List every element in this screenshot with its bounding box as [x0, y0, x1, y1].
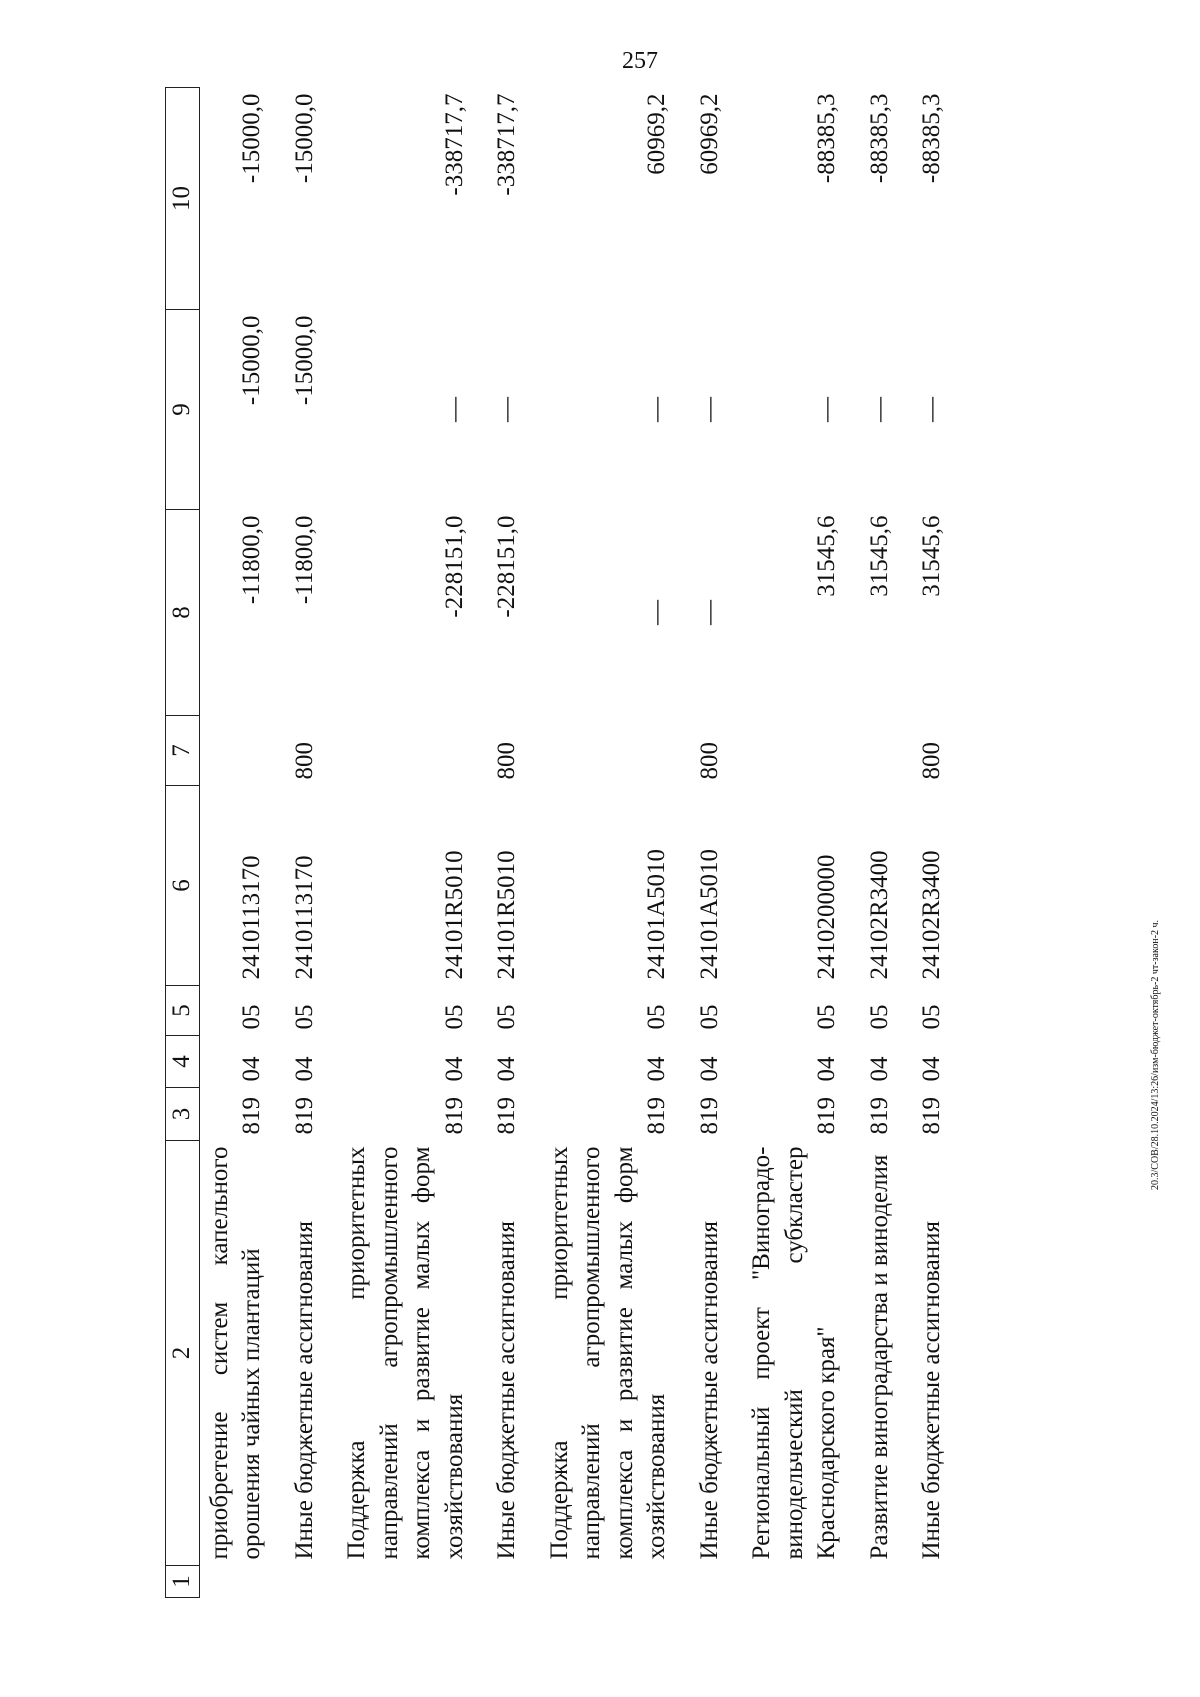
cell-c6: 24101A5010 [695, 848, 723, 980]
header-cell: 6 [166, 786, 200, 986]
cell-c7: 800 [695, 742, 723, 780]
row-description: Развитие виноградарства и виноделия [865, 1154, 893, 1560]
table-row [269, 88, 322, 1598]
header-cell: 7 [166, 716, 200, 786]
header-cell: 2 [166, 1141, 200, 1566]
row-number-cell [199, 1566, 269, 1598]
row-number-cell [471, 1566, 524, 1598]
cell-c3: 819 [290, 1097, 318, 1135]
header-cell: 4 [166, 1036, 200, 1088]
cell-c10: 60969,2 [695, 93, 723, 175]
cell-c5: 05 [493, 1004, 520, 1030]
cell-c3: 819 [493, 1097, 520, 1135]
table-row [471, 88, 524, 1598]
cell-c5: 05 [290, 1004, 318, 1030]
cell-c4: 04 [695, 1056, 723, 1082]
budget-table-rotated [165, 88, 1070, 1598]
cell-c8: -228151,0 [440, 515, 468, 618]
cell-c7 [524, 716, 674, 786]
table-row [199, 88, 269, 1598]
cell-c10: -88385,3 [813, 93, 840, 184]
row-number-cell [844, 1566, 897, 1598]
header-row [166, 88, 200, 1598]
table-row [726, 88, 844, 1598]
cell-c3: 819 [918, 1097, 945, 1135]
cell-c3: 819 [695, 1097, 723, 1135]
cell-c6: 2410113170 [238, 855, 265, 980]
cell-c5: 05 [643, 1004, 670, 1030]
row-number-cell [726, 1566, 844, 1598]
cell-c6: 24101R5010 [440, 850, 468, 980]
cell-c8: — [643, 600, 670, 625]
cell-c3: 819 [643, 1097, 670, 1135]
row-description: Региональный проект "Виноградо-винодельческий субкластер Краснодарского края" [748, 1146, 840, 1560]
cell-c9: — [695, 397, 723, 422]
cell-c5: 05 [813, 1004, 840, 1030]
cell-c5: 05 [440, 1004, 468, 1030]
row-description: приобретение систем капельного орошения чайных плантаций [205, 1146, 265, 1560]
cell-c3: 819 [238, 1097, 265, 1135]
cell-c5: 05 [238, 1004, 265, 1030]
cell-c3: 819 [440, 1097, 468, 1135]
row-description: Поддержка приоритетных направлений агропромышленного комплекса и развитие малых форм хозяйствования [545, 1146, 670, 1560]
cell-c4: 04 [493, 1056, 520, 1082]
header-cell: 9 [166, 310, 200, 510]
cell-c3: 819 [865, 1097, 893, 1135]
cell-c4: 04 [865, 1056, 893, 1082]
cell-c9: — [493, 397, 520, 422]
cell-c4: 04 [440, 1056, 468, 1082]
footer-note: 20.3/СОВ/28.10.2024/13:26/изм-бюджет-октябрь-2 чт-закон-2 ч. [1150, 919, 1161, 1190]
cell-c10: -88385,3 [918, 93, 945, 184]
cell-c7: 800 [290, 742, 318, 780]
cell-c6: 24101A5010 [643, 848, 670, 980]
cell-c10: -15000,0 [238, 93, 265, 184]
cell-c6: 2410113170 [290, 855, 318, 980]
cell-c8: -11800,0 [290, 515, 318, 605]
header-cell: 5 [166, 986, 200, 1036]
row-number-cell [674, 1566, 727, 1598]
header-cell: 10 [166, 88, 200, 310]
cell-c5: 05 [918, 1004, 945, 1030]
cell-c10: -338717,7 [440, 93, 468, 196]
cell-c7 [199, 716, 269, 786]
cell-c4: 04 [643, 1056, 670, 1082]
cell-c3: 819 [813, 1097, 840, 1135]
row-description: Иные бюджетные ассигнования [290, 1220, 318, 1560]
table-row [896, 88, 949, 1598]
cell-c10: -88385,3 [865, 93, 893, 184]
cell-c5: 05 [865, 1004, 893, 1030]
cell-c6: 2410200000 [813, 854, 840, 980]
budget-table [165, 87, 949, 1598]
cell-c4: 04 [813, 1056, 840, 1082]
cell-c4: 04 [290, 1056, 318, 1082]
cell-c8: — [695, 600, 723, 625]
cell-c4: 04 [918, 1056, 945, 1082]
cell-c8: 31545,6 [813, 515, 840, 597]
cell-c8: -228151,0 [493, 515, 520, 618]
cell-c9: — [865, 397, 893, 422]
cell-c10: 60969,2 [643, 93, 670, 175]
cell-c4: 04 [238, 1056, 265, 1082]
row-description: Поддержка приоритетных направлений агропромышленного комплекса и развитие малых форм хозяйствования [343, 1146, 468, 1560]
row-number-cell [321, 1566, 471, 1598]
cell-c10: -338717,7 [493, 93, 520, 196]
cell-c7: 800 [918, 742, 945, 780]
header-cell: 3 [166, 1088, 200, 1141]
cell-c7 [321, 716, 471, 786]
row-description: Иные бюджетные ассигнования [695, 1220, 723, 1560]
table-row [321, 88, 471, 1598]
row-number-cell [896, 1566, 949, 1598]
cell-c9: -15000,0 [238, 315, 265, 406]
cell-c6: 24102R3400 [918, 850, 945, 980]
cell-c9: -15000,0 [290, 315, 318, 406]
page-number: 257 [622, 48, 658, 74]
cell-c8: 31545,6 [918, 515, 945, 597]
header-cell: 8 [166, 510, 200, 716]
cell-c8: -11800,0 [238, 515, 265, 605]
cell-c7 [844, 716, 897, 786]
row-number-cell [524, 1566, 674, 1598]
cell-c6: 24102R3400 [865, 850, 893, 980]
row-description: Иные бюджетные ассигнования [493, 1220, 520, 1560]
cell-c6: 24101R5010 [493, 850, 520, 980]
cell-c9: — [918, 397, 945, 422]
cell-c5: 05 [695, 1004, 723, 1030]
cell-c9: — [643, 397, 670, 422]
cell-c8: 31545,6 [865, 515, 893, 597]
cell-c10: -15000,0 [290, 93, 318, 184]
cell-c7: 800 [493, 742, 520, 780]
row-description: Иные бюджетные ассигнования [918, 1220, 945, 1560]
table-row [844, 88, 897, 1598]
table-row [674, 88, 727, 1598]
row-number-cell [269, 1566, 322, 1598]
cell-c9: — [440, 397, 468, 422]
header-cell: 1 [166, 1566, 200, 1598]
cell-c9: — [813, 397, 840, 422]
cell-c7 [726, 716, 844, 786]
table-row [524, 88, 674, 1598]
